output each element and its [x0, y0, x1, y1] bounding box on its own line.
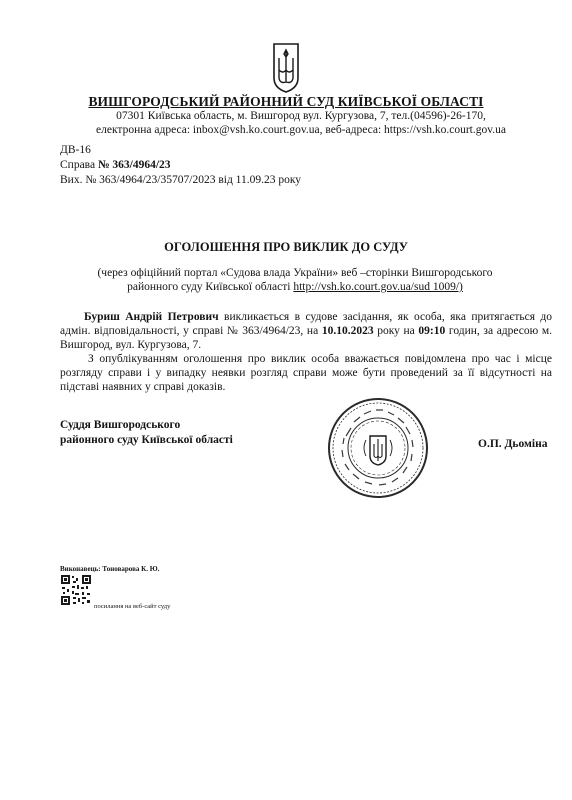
- court-contacts: електронна адреса: inbox@vsh.ko.court.gov.ua, веб-адреса: https://vsh.ko.court.gov.ua: [96, 124, 506, 136]
- executor-line: Виконавець: Тоноварова К. Ю.: [60, 565, 160, 573]
- judge-position: [60, 418, 233, 448]
- consequence-paragraph: З опублікуванням оголошення про виклик особа вважається повідомлена про час і місце розгляду справи і у випадку неявки розгляд справи може бути проведений за її відсутності на підставі наявних у справі доказів.: [60, 353, 552, 393]
- judge-name: О.П. Дьоміна: [478, 438, 548, 450]
- portal-text: [80, 266, 510, 294]
- summons-text-1: викликається в судове засідання, як особа, яка притягається до адмін. відповідальності, у справі № 363/4964/23, на: [60, 311, 552, 337]
- person-name: Буриш Андрій Петрович: [84, 311, 219, 323]
- portal-description: (через офіційний портал «Судова влада України» веб –сторінки Вишгородського районного суду Київської області: [97, 267, 493, 293]
- judge-position-line-2: районного суду Київської області: [60, 434, 233, 446]
- court-address-block: [30, 109, 572, 137]
- summons-text-2: року на: [377, 325, 415, 337]
- summons-text-3: годин, за адресою м. Вишгород, вул. Кургузова, 7.: [60, 325, 553, 351]
- portal-link[interactable]: http://vsh.ko.court.gov.ua/sud 1009/): [293, 281, 463, 293]
- court-name: ВИШГОРОДСЬКИЙ РАЙОННИЙ СУД КИЇВСЬКОЇ ОБЛАСТІ: [88, 94, 484, 109]
- court-seal-stamp: [326, 396, 430, 500]
- published-note: посилання на веб-сайт суду: [94, 603, 171, 610]
- judge-position-line-1: Суддя Вишгородського: [60, 419, 181, 431]
- hearing-date: 10.10.2023: [321, 325, 374, 337]
- notice-title: ОГОЛОШЕННЯ ПРО ВИКЛИК ДО СУДУ: [164, 240, 408, 254]
- coat-of-arms-emblem: [271, 40, 301, 94]
- court-address: 07301 Київська область, м. Вишгород вул. Кургузова, 7, тел.(04596)-26-170,: [116, 110, 486, 122]
- hearing-time: 09:10: [418, 325, 446, 337]
- case-number-line: [60, 158, 171, 172]
- case-label: Справа: [60, 159, 96, 171]
- qr-code-icon[interactable]: [60, 574, 92, 606]
- form-code: ДВ-16: [60, 144, 91, 156]
- summons-paragraph: [60, 310, 552, 352]
- outgoing-number: Вих. № 363/4964/23/35707/2023 від 11.09.23 року: [60, 174, 302, 186]
- case-number: № 363/4964/23: [97, 159, 171, 171]
